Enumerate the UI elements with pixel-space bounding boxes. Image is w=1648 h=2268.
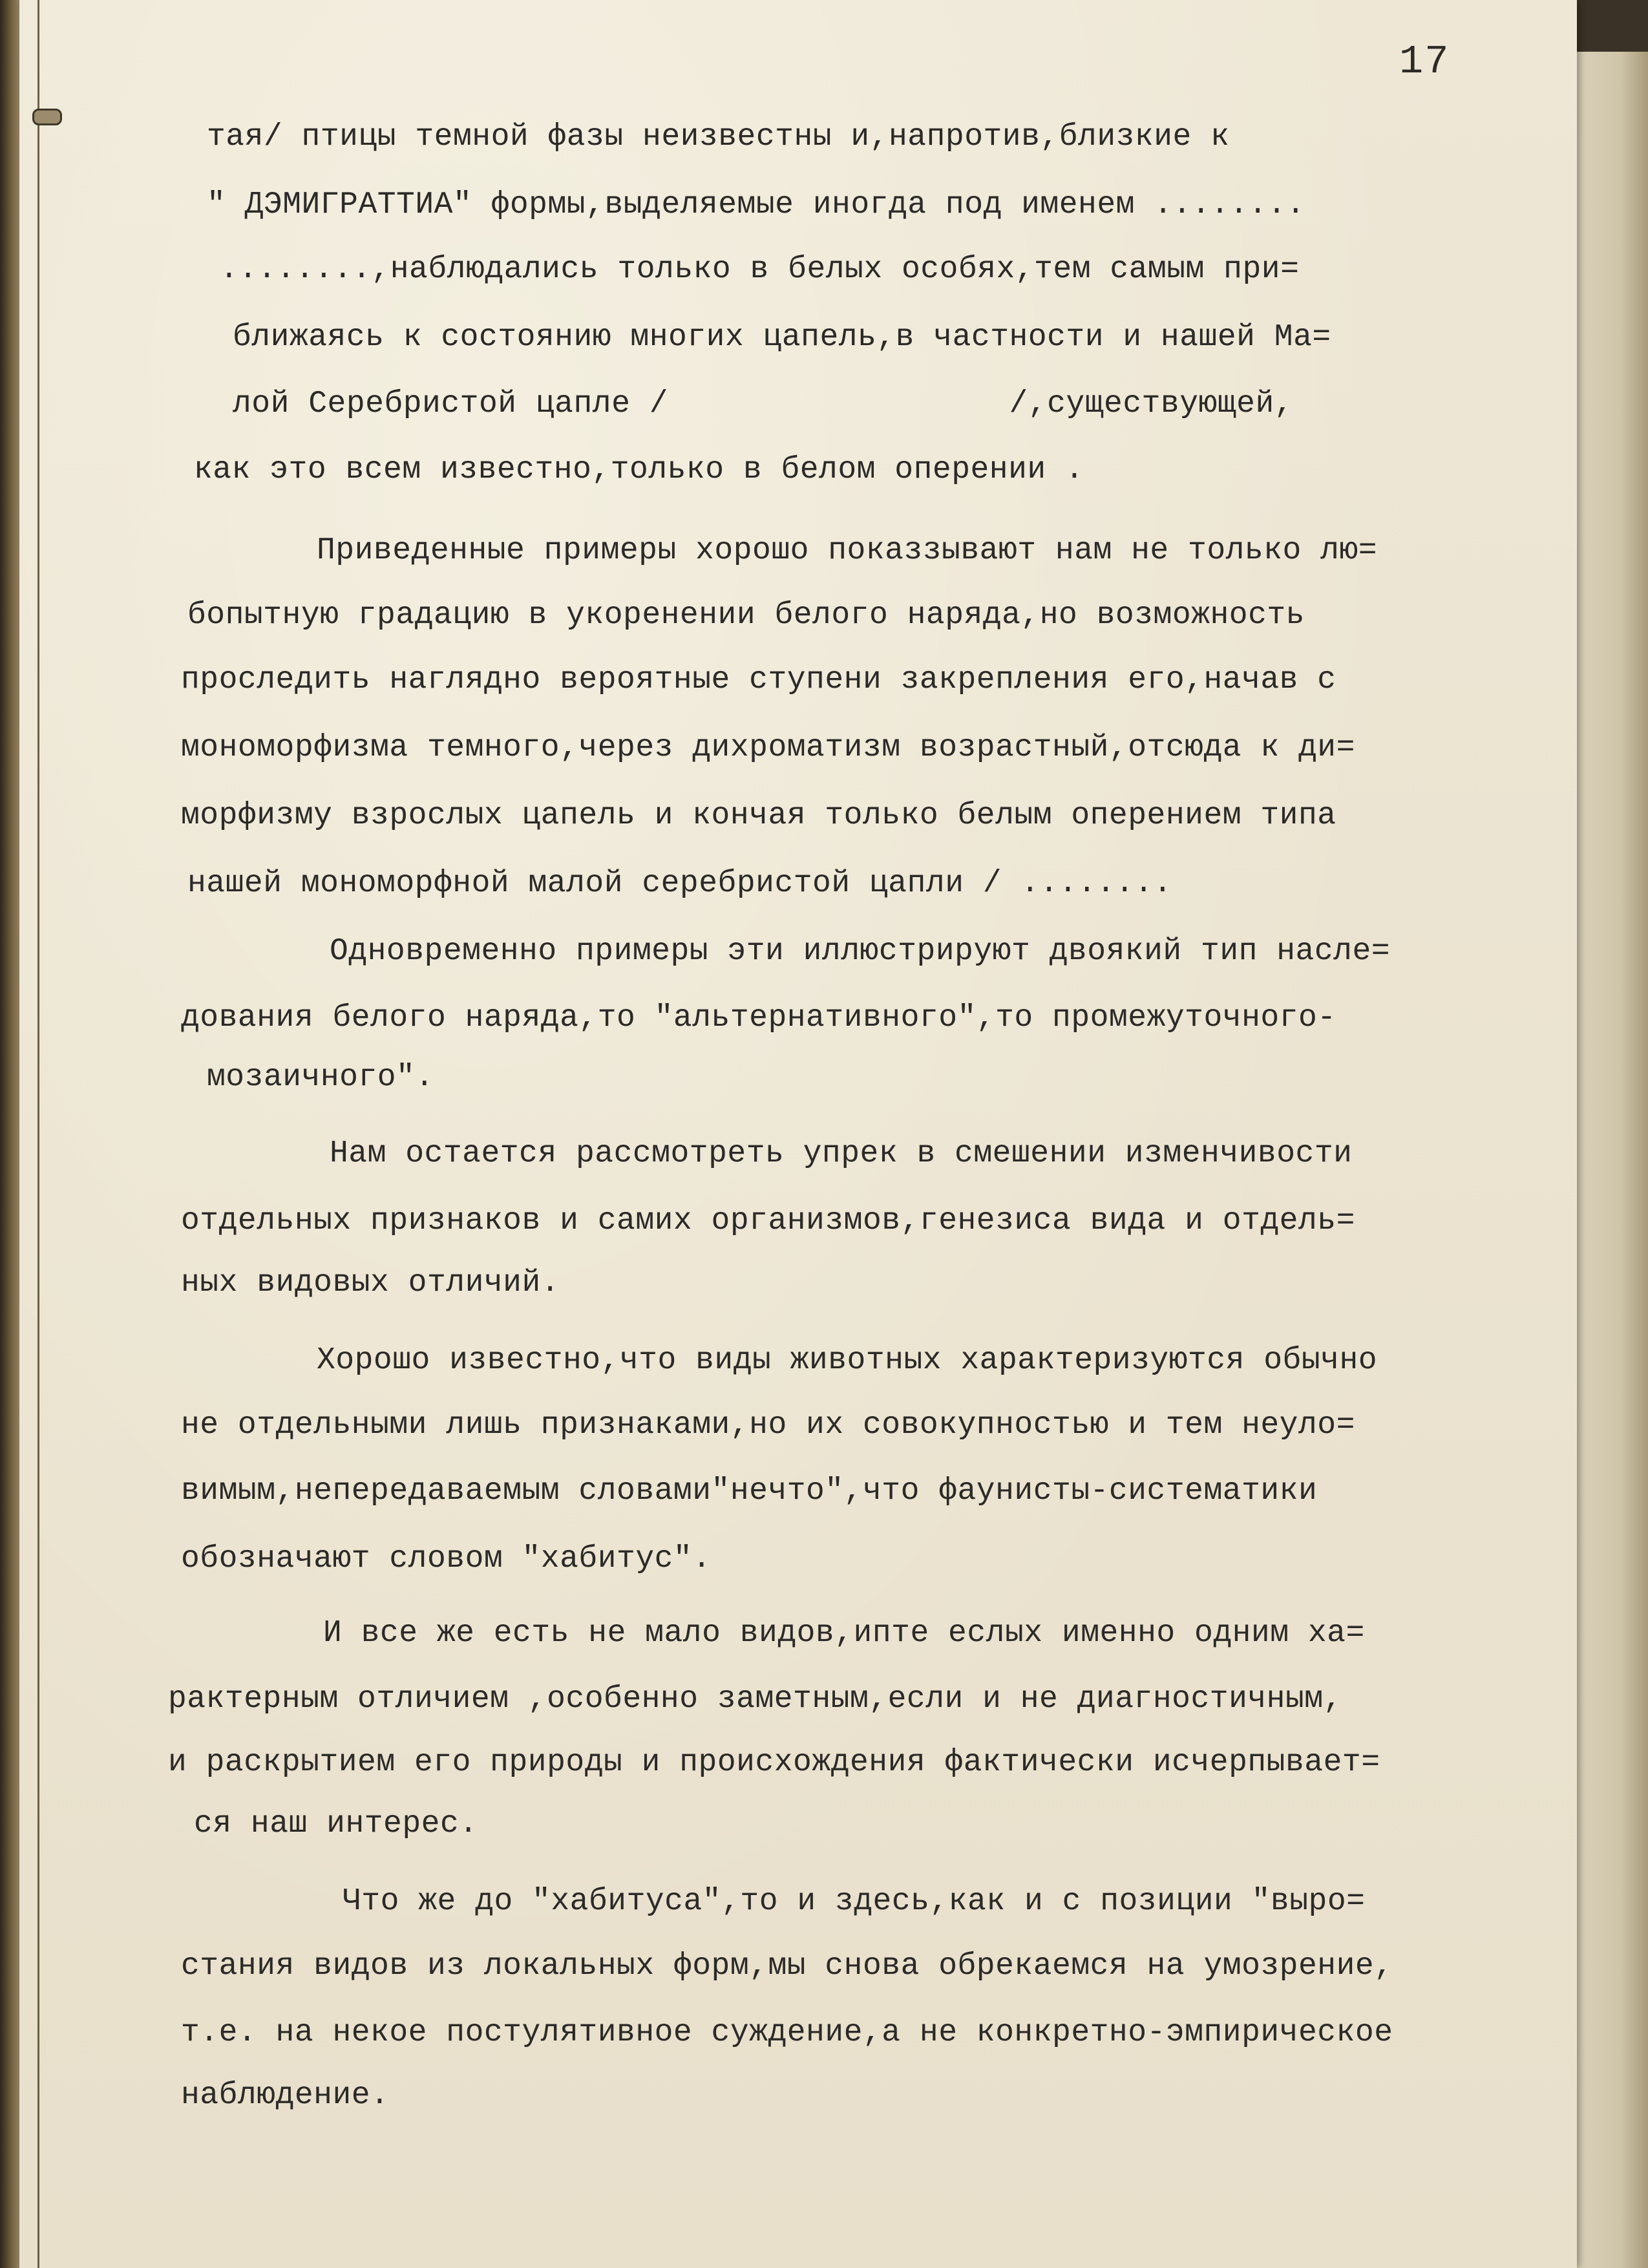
text-line: обозначают словом "хабитус". <box>181 1542 712 1576</box>
text-line: как это всем известно,только в белом оперении . <box>194 452 1084 487</box>
text-line: вимым,непередаваемым словами"нечто",что фаунисты-систематики <box>181 1474 1318 1509</box>
text-line: нашей мономорфной малой серебристой цапли / ........ <box>187 866 1172 901</box>
text-line: тая/ птицы темной фазы неизвестны и,напротив,близкие к <box>207 120 1230 154</box>
text-line: ........,наблюдались только в белых особях,тем самым при= <box>220 252 1300 287</box>
text-line: отдельных признаков и самих организмов,генезиса вида и отдель= <box>181 1203 1355 1238</box>
text-line: И все же есть не мало видов,ипте еслых именно одним ха= <box>323 1616 1365 1651</box>
text-line: дования белого наряда,то "альтернативного",то промежуточного- <box>181 1001 1336 1035</box>
text-line: наблюдение. <box>181 2078 390 2113</box>
text-line: Нам остается рассмотреть упрек в смешении изменчивости <box>330 1136 1353 1171</box>
binding-thread-icon <box>32 109 62 125</box>
text-line: бопытную градацию в укоренении белого наряда,но возможность <box>187 598 1305 633</box>
text-line: и раскрытием его природы и происхождения фактически исчерпывает= <box>168 1745 1380 1780</box>
text-line: Хорошо известно,что виды животных характеризуются обычно <box>317 1343 1378 1378</box>
text-line: морфизму взрослых цапель и кончая только белым оперением типа <box>181 798 1336 833</box>
text-line: ся наш интерес. <box>194 1807 478 1841</box>
text-line: " ДЭМИГРАТТИА" формы,выделяемые иногда под именем ........ <box>207 187 1305 222</box>
underlying-page <box>1577 52 1648 2268</box>
text-line: ближаясь к состоянию многих цапель,в частности и нашей Ма= <box>233 320 1331 355</box>
text-line: рактерным отличием ,особенно заметным,если и не диагностичным, <box>168 1682 1342 1717</box>
text-line: Что же до "хабитуса",то и здесь,как и с позиции "выро= <box>343 1884 1366 1919</box>
text-line: т.е. на некое постулятивное суждение,а не конкретно-эмпирическое <box>181 2015 1393 2050</box>
text-line: Одновременно примеры эти иллюстрируют двоякий тип насле= <box>330 934 1391 969</box>
text-line: стания видов из локальных форм,мы снова обрекаемся на умозрение, <box>181 1949 1393 1984</box>
text-line: ных видовых отличий. <box>181 1266 560 1300</box>
text-line: мономорфизма темного,через дихроматизм возрастный,отсюда к ди= <box>181 730 1355 765</box>
text-line: лой Серебристой цапле / /,существующей, <box>233 387 1294 421</box>
binding-stitch <box>37 0 39 2268</box>
text-line: мозаичного". <box>207 1060 434 1095</box>
text-line: проследить наглядно вероятные ступени закрепления его,начав с <box>181 662 1336 697</box>
typed-page <box>19 0 1577 2268</box>
text-line: Приведенные примеры хорошо показзывают нам не только лю= <box>317 533 1378 568</box>
page-number: 17 <box>1399 39 1450 85</box>
text-line: не отдельными лишь признаками,но их совокупностью и тем неуло= <box>181 1408 1355 1443</box>
